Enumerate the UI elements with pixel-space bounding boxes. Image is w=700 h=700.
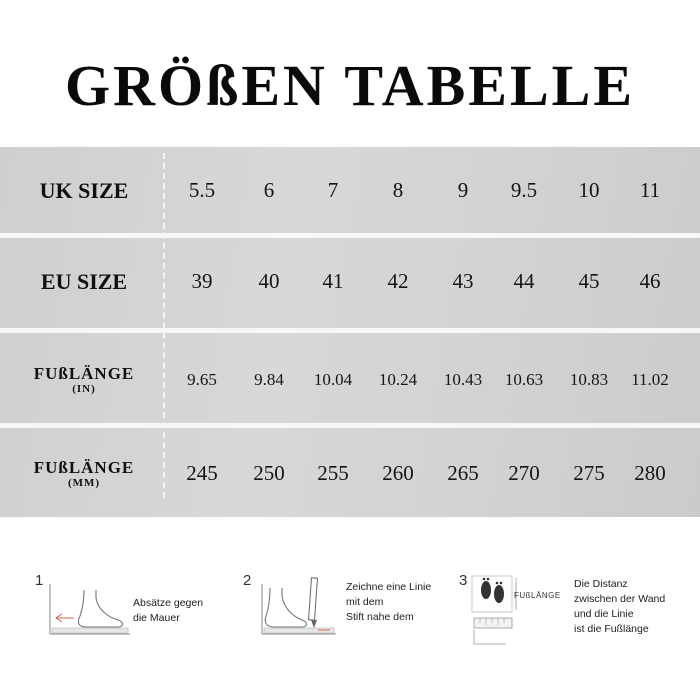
table-cell: 10.24 xyxy=(378,370,418,389)
row-label xyxy=(0,178,168,204)
table-cell: 5.5 xyxy=(188,178,216,202)
table-cell: 40 xyxy=(258,269,280,293)
table-cell: 11 xyxy=(639,178,661,202)
table-cell: 11.02 xyxy=(631,370,669,389)
row-label xyxy=(0,458,168,489)
step-number: 1 xyxy=(35,572,44,589)
table-cell: 10.43 xyxy=(443,370,483,389)
table-cell: 7 xyxy=(327,178,339,202)
table-cell: 10.04 xyxy=(313,370,353,389)
table-cell: 6 xyxy=(263,178,275,202)
step-text-line: Absätze gegen xyxy=(133,597,204,609)
step-number: 3 xyxy=(459,572,468,589)
step-description xyxy=(133,596,203,626)
table-cell: 8 xyxy=(392,178,404,202)
row-label xyxy=(0,269,168,295)
row-label-text: FUßLÄNGE xyxy=(33,458,135,477)
table-cell: 265 xyxy=(447,461,479,485)
table-cell: 9.65 xyxy=(187,370,217,389)
table-cell: 10.83 xyxy=(569,370,609,389)
step-text-line: die Mauer xyxy=(133,612,180,624)
table-cell: 275 xyxy=(573,461,605,485)
row-separator xyxy=(0,233,700,238)
table-cell: 10.63 xyxy=(504,370,544,389)
foot-against-wall-icon xyxy=(44,582,130,642)
step-text-line: Die Distanz xyxy=(574,578,628,590)
step-text-line: ist die Fußlänge xyxy=(574,623,649,635)
row-label-unit: (MM) xyxy=(67,477,101,489)
table-cell: 280 xyxy=(634,461,666,485)
table-cell: 44 xyxy=(513,269,535,293)
table-cell: 42 xyxy=(387,269,409,293)
table-cell: 43 xyxy=(452,269,474,293)
row-label-text: FUßLÄNGE xyxy=(33,364,135,383)
foot-with-pen-icon xyxy=(256,576,340,644)
table-cell: 9.84 xyxy=(254,370,284,389)
row-label-text: EU SIZE xyxy=(40,269,128,294)
row-separator xyxy=(0,328,700,333)
step-text-line: mit dem xyxy=(346,596,384,608)
table-cell: 245 xyxy=(186,461,218,485)
table-cell: 260 xyxy=(382,461,414,485)
measurement-steps xyxy=(0,560,700,700)
table-cell: 41 xyxy=(322,269,344,293)
step-description xyxy=(574,577,665,637)
table-cell: 10 xyxy=(578,178,600,202)
table-cell: 270 xyxy=(508,461,540,485)
step-text-line: und die Linie xyxy=(574,608,634,620)
table-cell: 39 xyxy=(191,269,213,293)
table-cell: 9 xyxy=(457,178,469,202)
row-label-text: UK SIZE xyxy=(39,178,129,203)
table-cell: 46 xyxy=(639,269,661,293)
diagram-label: FUßLÄNGE xyxy=(514,591,561,600)
step-text-line: Stift nahe dem xyxy=(346,611,414,623)
step-text-line: zwischen der Wand xyxy=(574,593,666,605)
page-title: GRÖßEN TABELLE xyxy=(64,53,636,118)
row-label xyxy=(0,364,168,395)
step-number: 2 xyxy=(243,572,252,589)
row-label-unit: (IN) xyxy=(72,383,96,395)
table-cell: 45 xyxy=(578,269,600,293)
step-text-line: Zeichne eine Linie xyxy=(346,581,432,593)
row-separator xyxy=(0,423,700,428)
step-description xyxy=(346,580,431,625)
column-divider xyxy=(163,153,165,498)
table-cell: 250 xyxy=(253,461,285,485)
table-cell: 9.5 xyxy=(510,178,538,202)
footprints-ruler-icon xyxy=(470,574,522,646)
table-cell: 255 xyxy=(317,461,349,485)
